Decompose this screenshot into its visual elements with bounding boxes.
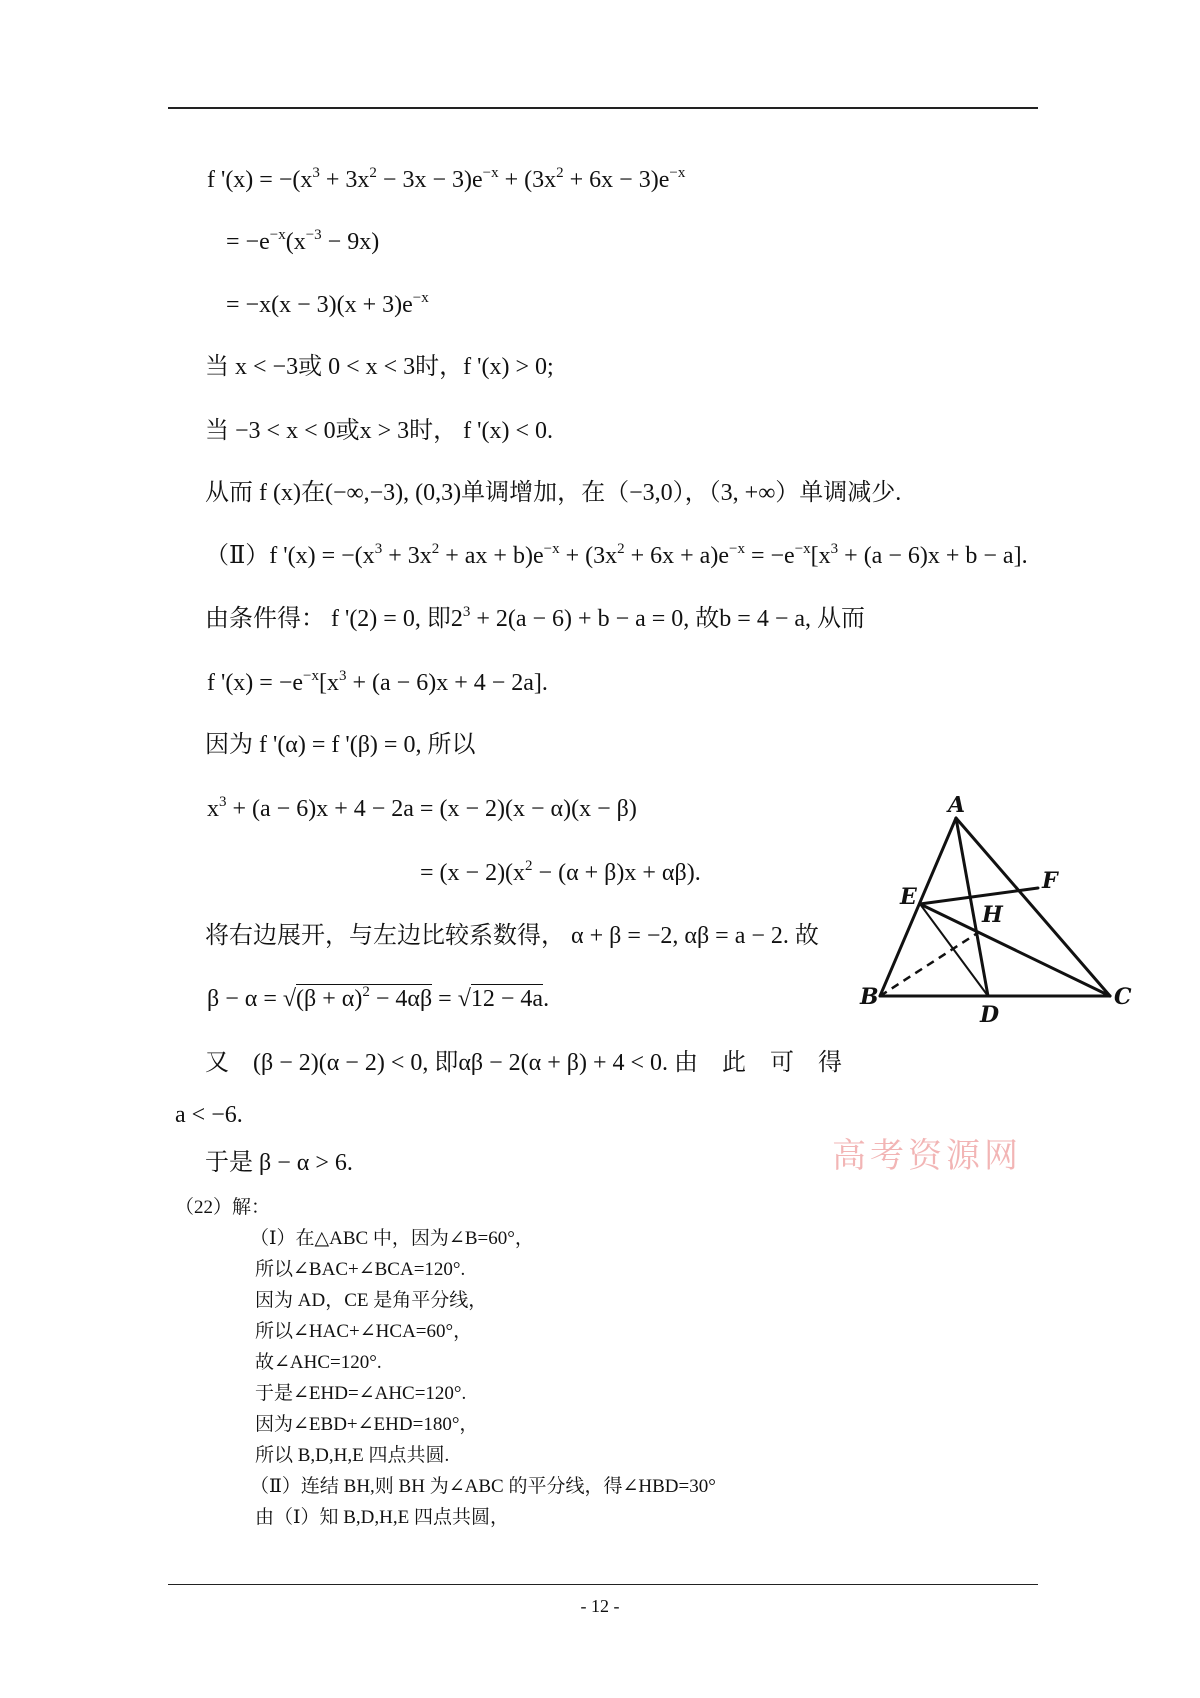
- label-h: H: [982, 902, 1003, 928]
- eq-text: （Ⅱ）f '(x) = −(x: [205, 543, 375, 569]
- eq-text: = −e: [226, 229, 270, 255]
- eq-line-6: 从而 f (x)在(−∞,−3), (0,3)单调增加，在（−3,0），（3, +∞）单调减少.: [205, 480, 902, 506]
- proof-line: 所以 B,D,H,E 四点共圆.: [255, 1445, 450, 1466]
- exponent: 2: [525, 858, 533, 874]
- exponent: 2: [556, 165, 564, 181]
- eq-line-10: 因为 f '(α) = f '(β) = 0, 所以: [205, 732, 476, 758]
- eq-text: β − α =: [207, 986, 283, 1012]
- exponent: −x: [412, 290, 429, 306]
- eq-text: + (3x: [498, 167, 557, 193]
- label-b: B: [860, 984, 879, 1010]
- exponent: 3: [219, 794, 227, 810]
- proof-line: 由（Ⅰ）知 B,D,H,E 四点共圆，: [255, 1507, 509, 1528]
- eq-text: + 2(a − 6) + b − a = 0, 故b = 4 − a, 从而: [470, 606, 866, 632]
- eq-text: − 9x): [321, 229, 380, 255]
- proof-line: 因为 AD，CE 是角平分线，: [255, 1290, 488, 1311]
- eq-text: + (a − 6)x + b − a].: [838, 543, 1028, 569]
- exponent: −x: [728, 541, 745, 557]
- eq-line-9: [207, 668, 548, 698]
- exponent: 2: [369, 165, 377, 181]
- footer-rule: [168, 1584, 1038, 1585]
- eq-text: − 4αβ: [369, 986, 433, 1012]
- eq-text: = (x − 2)(x: [420, 860, 526, 886]
- segment-ef: [920, 888, 1038, 904]
- exponent: −x: [269, 227, 286, 243]
- eq-line-4: 当 x < −3或 0 < x < 3时，f '(x) > 0;: [205, 354, 554, 380]
- eq-text: =: [432, 986, 458, 1012]
- eq-line-7: [205, 541, 1028, 571]
- eq-text: = −x(x − 3)(x + 3)e: [226, 292, 413, 318]
- side-ab: [880, 818, 956, 996]
- label-d: D: [980, 1002, 1000, 1028]
- proof-line: 因为∠EBD+∠EHD=180°，: [255, 1414, 479, 1435]
- eq-line-17: 于是 β − α > 6.: [205, 1150, 353, 1176]
- eq-line-1: [207, 165, 685, 195]
- label-a: A: [948, 796, 966, 818]
- exponent: 3: [830, 541, 839, 557]
- eq-text: + (3x: [559, 543, 618, 569]
- eq-text: x: [207, 796, 219, 822]
- eq-line-13: 将右边展开，与左边比较系数得， α + β = −2, αβ = a − 2. 故: [205, 923, 819, 949]
- triangle-figure: [810, 796, 1180, 1036]
- eq-line-14: [207, 984, 549, 1014]
- exponent: 3: [462, 604, 471, 620]
- eq-text: + ax + b)e: [439, 543, 544, 569]
- exponent: 2: [362, 984, 370, 1000]
- header-rule: [168, 107, 1038, 109]
- eq-line-12: [420, 858, 701, 888]
- section-heading: （22）解：: [175, 1197, 271, 1218]
- proof-line: （Ⅰ）在△ABC 中，因为∠B=60°，: [250, 1228, 534, 1249]
- eq-line-15: 又 (β − 2)(α − 2) < 0, 即αβ − 2(α + β) + 4 < 0. 由 此 可 得: [205, 1050, 843, 1076]
- exponent: −x: [303, 668, 319, 684]
- eq-line-8: [205, 604, 865, 634]
- eq-line-3: [226, 290, 429, 320]
- page-number: - 12 -: [580, 1596, 620, 1616]
- eq-text: [x: [319, 670, 339, 696]
- eq-text: (x: [285, 229, 306, 255]
- sqrt-radicand: [296, 984, 432, 1012]
- proof-line: 所以∠HAC+∠HCA=60°，: [255, 1321, 473, 1342]
- eq-line-11: [207, 794, 637, 824]
- proof-line: （Ⅱ）连结 BH,则 BH 为∠ABC 的平分线，得∠HBD=30°: [250, 1476, 716, 1497]
- eq-text: (β + α): [296, 986, 363, 1012]
- eq-text: = −e: [744, 543, 795, 569]
- label-c: C: [1114, 984, 1132, 1010]
- proof-line: 于是∠EHD=∠AHC=120°.: [255, 1383, 467, 1404]
- side-ac: [956, 818, 1110, 996]
- eq-text: + (a − 6)x + 4 − 2a].: [346, 670, 548, 696]
- exponent: −x: [482, 165, 499, 181]
- eq-line-16: a < −6.: [175, 1102, 243, 1128]
- sqrt-radicand: 12 − 4a: [470, 986, 544, 1012]
- exponent: 3: [374, 541, 383, 557]
- exponent: 2: [617, 541, 625, 557]
- exponent: −3: [305, 227, 322, 243]
- proof-line: 所以∠BAC+∠BCA=120°.: [255, 1259, 466, 1280]
- eq-text: − (α + β)x + αβ).: [532, 860, 701, 886]
- exponent: 3: [312, 165, 320, 181]
- eq-text: + 3x: [319, 167, 370, 193]
- label-e: E: [900, 884, 917, 910]
- exponent: 3: [339, 668, 347, 684]
- segment-ed: [920, 904, 988, 996]
- eq-text: + 3x: [382, 543, 432, 569]
- eq-text: 由条件得： f '(2) = 0, 即2: [205, 606, 463, 632]
- sqrt-sign: √: [282, 986, 297, 1012]
- eq-text: − 3x − 3)e: [376, 167, 483, 193]
- proof-line: 故∠AHC=120°.: [255, 1352, 382, 1373]
- eq-text: + 6x − 3)e: [563, 167, 670, 193]
- eq-line-2: [226, 227, 379, 257]
- watermark: 高考资源网: [832, 1136, 1022, 1176]
- label-f: F: [1042, 868, 1058, 894]
- segment-ce: [920, 904, 1110, 996]
- eq-text: .: [543, 986, 550, 1012]
- eq-text: + (a − 6)x + 4 − 2a = (x − 2)(x − α)(x − β): [226, 796, 637, 822]
- eq-text: f '(x) = −(x: [207, 167, 313, 193]
- exponent: −x: [543, 541, 560, 557]
- eq-line-5: 当 −3 < x < 0或x > 3时， f '(x) < 0.: [205, 418, 553, 444]
- eq-text: [x: [810, 543, 831, 569]
- sqrt-sign: √: [457, 986, 471, 1012]
- eq-text: + 6x + a)e: [624, 543, 729, 569]
- exponent: −x: [669, 165, 686, 181]
- eq-text: f '(x) = −e: [207, 670, 304, 696]
- exponent: −x: [794, 541, 811, 557]
- exponent: 2: [431, 541, 440, 557]
